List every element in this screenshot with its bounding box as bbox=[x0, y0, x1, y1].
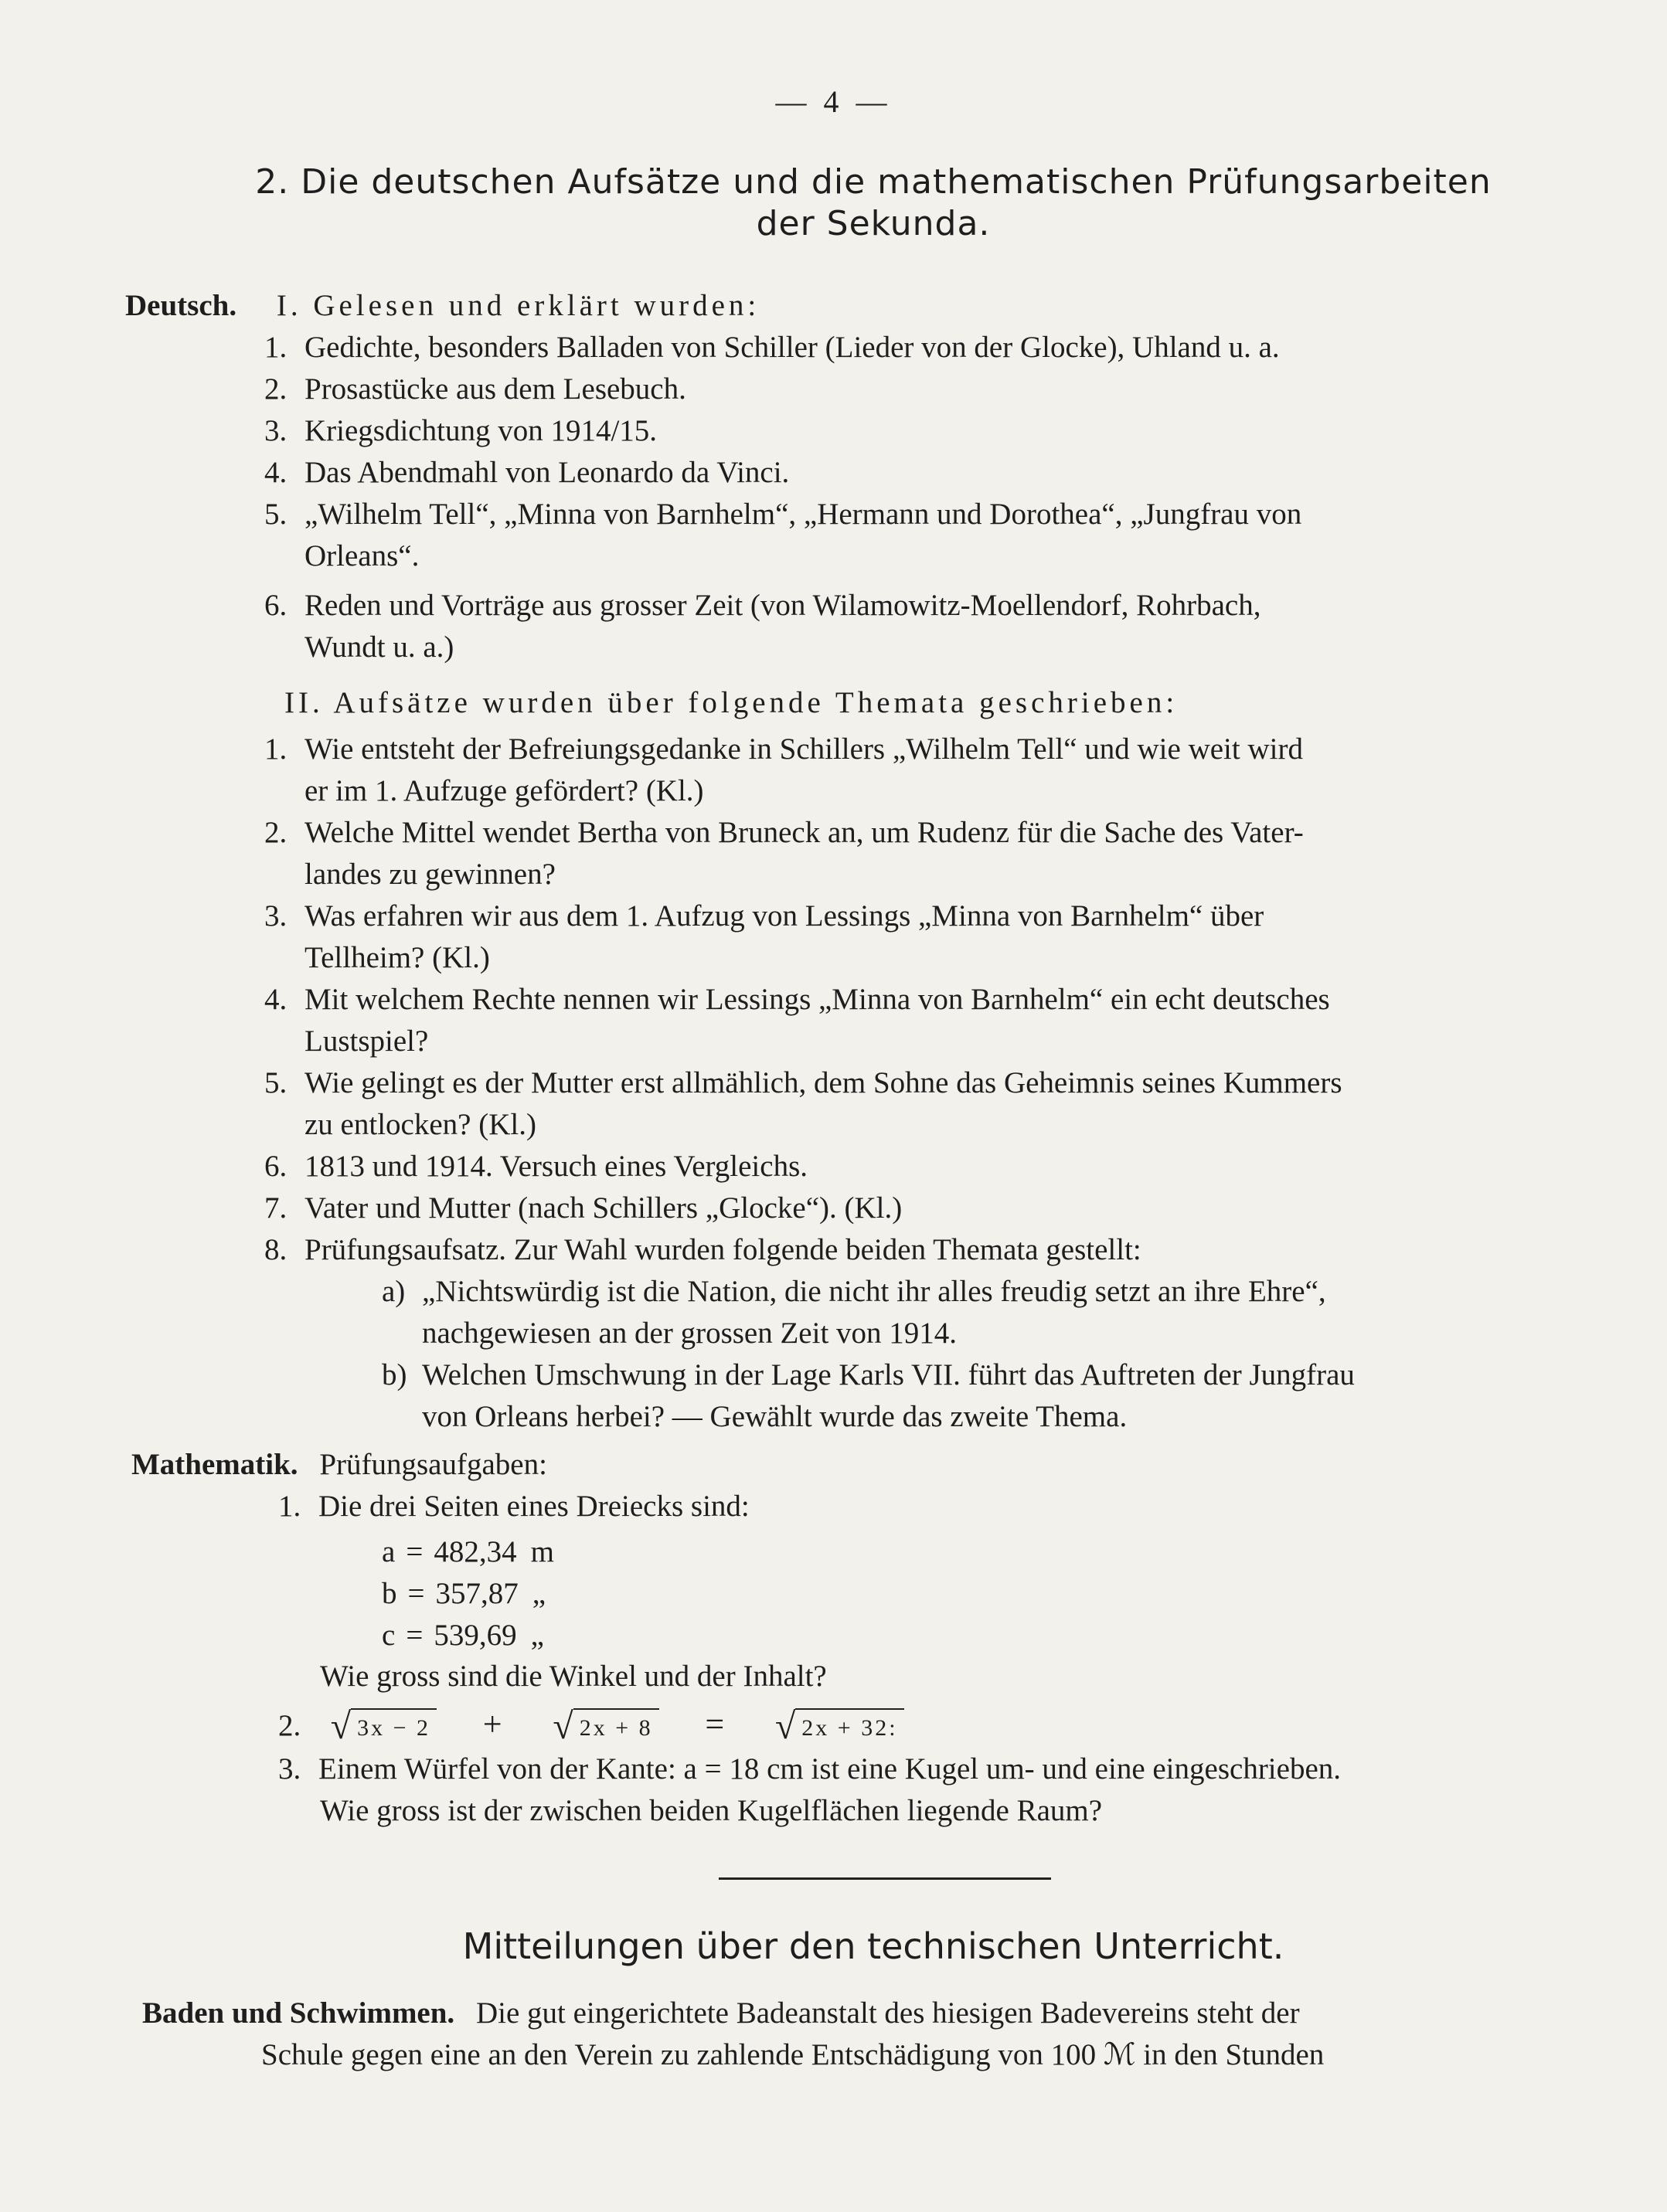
list-item: 4. Mit welchem Rechte nennen wir Lessings „Minna von Barnhelm“ ein echt deutsches bbox=[264, 983, 1330, 1016]
math-task-1: 1. Die drei Seiten eines Dreiecks sind: bbox=[278, 1490, 750, 1523]
list-item: 5. „Wilhelm Tell“, „Minna von Barnhelm“, „Hermann und Dorothea“, „Jungfrau von bbox=[264, 498, 1302, 531]
list-item: 6. Reden und Vorträge aus grosser Zeit (von Wilamowitz-Moellendorf, Rohrbach, bbox=[264, 589, 1261, 622]
math-task-3-continuation: Wie gross ist der zwischen beiden Kugelflächen liegende Raum? bbox=[320, 1794, 1103, 1827]
list-item-continuation: zu entlocken? (Kl.) bbox=[304, 1108, 536, 1141]
list-item: 2. Welche Mittel wendet Bertha von Bruneck an, um Rudenz für die Sache des Vater- bbox=[264, 816, 1304, 849]
square-root-term-3: √ 2x + 32: bbox=[771, 1707, 904, 1747]
baden-paragraph: Baden und Schwimmen. Die gut eingerichtete Badeanstalt des hiesigen Badevereins steht der bbox=[142, 1996, 1300, 2030]
mathematik-label: Mathematik. bbox=[131, 1448, 298, 1481]
square-root-term-1: √ 3x − 2 bbox=[326, 1707, 437, 1747]
list-item-continuation: Tellheim? (Kl.) bbox=[304, 941, 490, 974]
list-item: 3. Kriegsdichtung von 1914/15. bbox=[264, 414, 658, 447]
baden-paragraph-continuation: Schule gegen eine an den Verein zu zahlende Entschädigung von 100 ℳ in den Stunden bbox=[261, 2038, 1325, 2071]
read-list-title: I. Gelesen und erklärt wurden: bbox=[276, 289, 760, 322]
section-heading-line-2: der Sekunda. bbox=[756, 204, 991, 243]
math-tasks-title: Prüfungsaufgaben: bbox=[319, 1448, 547, 1481]
square-root-term-2: √ 2x + 8 bbox=[548, 1707, 658, 1747]
triangle-side-c: c = 539,69 „ bbox=[382, 1619, 544, 1652]
deutsch-label: Deutsch. bbox=[125, 289, 237, 322]
list-item: 4. Das Abendmahl von Leonardo da Vinci. bbox=[264, 456, 790, 489]
math-task-2: 2. √ 3x − 2 + √ 2x + 8 = √ 2x + 32: bbox=[278, 1706, 904, 1747]
mathematik-section bbox=[131, 1446, 547, 1483]
page-number: — 4 — bbox=[775, 84, 892, 119]
exam-option-a-continuation: nachgewiesen an der grossen Zeit von 1914. bbox=[422, 1317, 958, 1350]
list-item-continuation: Orleans“. bbox=[304, 539, 420, 573]
list-item: 6. 1813 und 1914. Versuch eines Vergleichs. bbox=[264, 1150, 808, 1183]
math-task-3: 3. Einem Würfel von der Kante: a = 18 cm ist eine Kugel um- und eine eingeschrieben. bbox=[278, 1752, 1342, 1786]
math-task-1-question: Wie gross sind die Winkel und der Inhalt? bbox=[320, 1660, 827, 1693]
list-item: 8. Prüfungsaufsatz. Zur Wahl wurden folgende beiden Themata gestellt: bbox=[264, 1233, 1141, 1266]
list-item: 5. Wie gelingt es der Mutter erst allmählich, dem Sohne das Geheimnis seines Kummers bbox=[264, 1066, 1342, 1099]
list-item-continuation: Lustspiel? bbox=[304, 1024, 429, 1058]
list-item: 2. Prosastücke aus dem Lesebuch. bbox=[264, 372, 686, 406]
triangle-side-b: b = 357,87 „ bbox=[382, 1577, 546, 1610]
triangle-side-a: a = 482,34 m bbox=[382, 1535, 554, 1568]
list-item: 3. Was erfahren wir aus dem 1. Aufzug von Lessings „Minna von Barnhelm“ über bbox=[264, 899, 1264, 933]
list-item-continuation: Wundt u. a.) bbox=[304, 630, 454, 664]
list-item: 1. Wie entsteht der Befreiungsgedanke in Schillers „Wilhelm Tell“ und wie weit wird bbox=[264, 732, 1303, 766]
baden-label: Baden und Schwimmen. bbox=[142, 1996, 455, 2030]
technical-heading: Mitteilungen über den technischen Unterricht. bbox=[462, 1925, 1284, 1967]
section-heading-line-1: 2. Die deutschen Aufsätze und die mathematischen Prüfungsarbeiten bbox=[255, 162, 1492, 202]
essay-list-title: II. Aufsätze wurden über folgende Themata geschrieben: bbox=[284, 686, 1179, 719]
section-divider bbox=[719, 1877, 1051, 1880]
list-item-continuation: landes zu gewinnen? bbox=[304, 858, 556, 891]
exam-option-b: b) Welchen Umschwung in der Lage Karls VII. führt das Auftreten der Jungfrau bbox=[382, 1358, 1355, 1391]
list-item: 7. Vater und Mutter (nach Schillers „Glocke“). (Kl.) bbox=[264, 1191, 903, 1225]
list-item: 1. Gedichte, besonders Balladen von Schiller (Lieder von der Glocke), Uhland u. a. bbox=[264, 331, 1280, 364]
exam-option-a: a) „Nichtswürdig ist die Nation, die nicht ihr alles freudig setzt an ihre Ehre“, bbox=[382, 1275, 1326, 1308]
exam-option-b-continuation: von Orleans herbei? — Gewählt wurde das zweite Thema. bbox=[422, 1400, 1128, 1433]
deutsch-section bbox=[125, 287, 760, 324]
list-item-continuation: er im 1. Aufzuge gefördert? (Kl.) bbox=[304, 774, 704, 807]
